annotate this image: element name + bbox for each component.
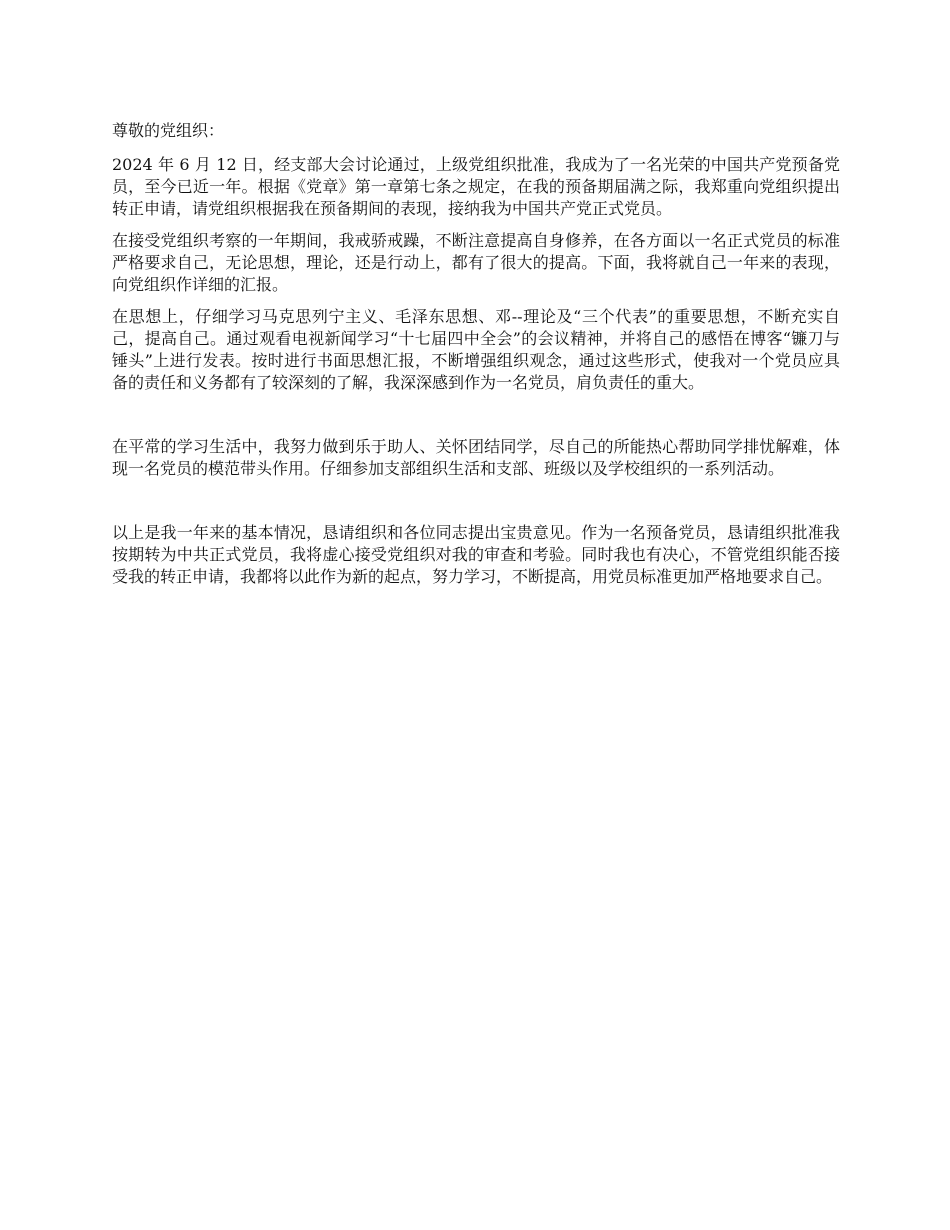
letter-salutation: 尊敬的党组织：	[112, 121, 225, 140]
paragraph-introduction: 2024 年 6 月 12 日，经支部大会讨论通过，上级党组织批准，我成为了一名光荣的中国共产党预备党员，至今已近一年。根据《党章》第一章第七条之规定，在我的预备期届满之际，我郑重向党组织提出转正申请，请党组织根据我在预备期间的表现，接纳我为中国共产党正式党员。	[112, 155, 840, 218]
paragraph-daily-life: 在平常的学习生活中，我努力做到乐于助人、关怀团结同学，尽自己的所能热心帮助同学排忧解难，体现一名党员的模范带头作用。仔细参加支部组织生活和支部、班级以及学校组织的一系列活动。	[112, 437, 840, 478]
paragraph-overview: 在接受党组织考察的一年期间，我戒骄戒躁，不断注意提高自身修养，在各方面以一名正式党员的标准严格要求自己，无论思想，理论，还是行动上，都有了很大的提高。下面，我将就自己一年来的表现，向党组织作详细的汇报。	[112, 231, 840, 294]
paragraph-thought: 在思想上，仔细学习马克思列宁主义、毛泽东思想、邓--理论及“三个代表”的重要思想，不断充实自己，提高自己。通过观看电视新闻学习“十七届四中全会”的会议精神，并将自己的感悟在博客“镰刀与锤头”上进行发表。按时进行书面思想汇报，不断增强组织观念，通过这些形式，使我对一个党员应具备的责任和义务都有了较深刻的了解，我深深感到作为一名党员，肩负责任的重大。	[112, 307, 840, 392]
letter-body	[112, 120, 840, 598]
paragraph-gap	[112, 490, 840, 522]
paragraph-conclusion: 以上是我一年来的基本情况，恳请组织和各位同志提出宝贵意见。作为一名预备党员，恳请组织批准我按期转为中共正式党员，我将虚心接受党组织对我的审查和考验。同时我也有决心，不管党组织能否接受我的转正申请，我都将以此作为新的起点，努力学习，不断提高，用党员标准更加严格地要求自己。	[112, 523, 840, 586]
paragraph-gap	[112, 404, 840, 436]
